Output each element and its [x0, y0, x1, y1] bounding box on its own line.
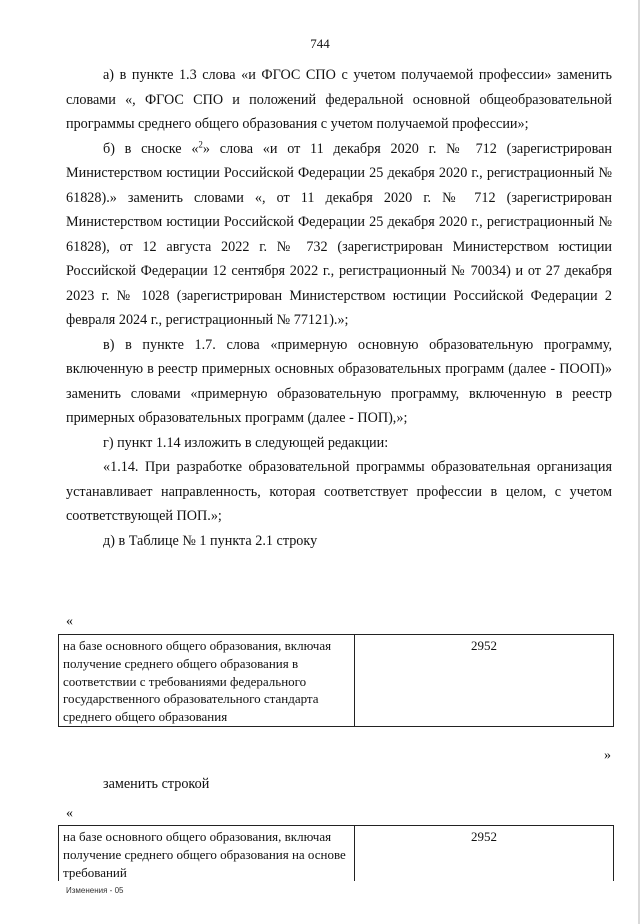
- page-number: 744: [310, 36, 330, 51]
- paragraph-b-prefix: б) в сноске «: [103, 140, 199, 157]
- footnote-marker: 2: [198, 138, 203, 149]
- paragraph-d: д) в Таблице № 1 пункта 2.1 строку: [103, 532, 318, 549]
- table-cell-description: на базе основного общего образования, включая получение среднего общего образования на основе требований: [59, 826, 355, 882]
- table-cell-description: на базе основного общего образования, включая получение среднего общего образования в соответствии с требованиями федерального государственного образовательного стандарта среднего общего образования: [59, 635, 355, 727]
- paragraph-v: в) в пункте 1.7. слова «примерную основную образовательную программу, включенную в реестр примерных основных образовательных программ (далее - ПООП)» заменить словами «примерную образовательную программу, включенную в реестр примерных образовательных программ (далее - ПОП),»;: [66, 336, 612, 426]
- table-2-open-quote: «: [66, 806, 73, 821]
- table-cell-value: 2952: [355, 635, 614, 727]
- table-cell-value: 2952: [355, 826, 614, 882]
- table-2: [58, 825, 614, 881]
- replace-text: заменить строкой: [103, 776, 210, 792]
- paragraph-b-suffix: » слова «и от 11 декабря 2020 г. № 712 (зарегистрирован Министерством юстиции Российской Федерации 25 декабря 2020 г., регистрационный № 61828).» заменить словами «, от 11 декабря 2020 г. № 712 (зарегистрирован Министерством юстиции Российской Федерации 25 декабря 2020 г., регистрационный № 61828), от 12 августа 2022 г. № 732 (зарегистрирован Министерством юстиции Российской Федерации 12 сентября 2022 г., регистрационный № 70034) и от 27 декабря 2023 г. № 1028 (зарегистрирован Министерством юстиции Российской Федерации 2 февраля 2024 г., регистрационный № 77121).»;: [66, 140, 612, 328]
- table-row: [59, 826, 614, 882]
- paragraph-g-quote: «1.14. При разработке образовательной программы образовательная организация устанавливает направленность, которая соответствует профессии в целом, с учетом соответствующей ПОП.»;: [66, 459, 612, 524]
- footer-note: Изменения - 05: [66, 886, 124, 895]
- paragraph-g: г) пункт 1.14 изложить в следующей редакции:: [103, 434, 389, 451]
- table-row: [59, 635, 614, 727]
- table-1: [58, 634, 614, 727]
- document-body-lower: [66, 772, 612, 797]
- paragraph-b: [66, 137, 612, 333]
- paragraph-a: а) в пункте 1.3 слова «и ФГОС СПО с учетом получаемой профессии» заменить словами «, ФГОС СПО и положений федеральной основной общеобразовательной программы среднего общего образования с учетом получаемой профессии»;: [66, 67, 612, 132]
- document-body-upper: [66, 63, 612, 553]
- table-1-open-quote: «: [66, 614, 73, 629]
- table-1-close-quote: »: [604, 748, 611, 763]
